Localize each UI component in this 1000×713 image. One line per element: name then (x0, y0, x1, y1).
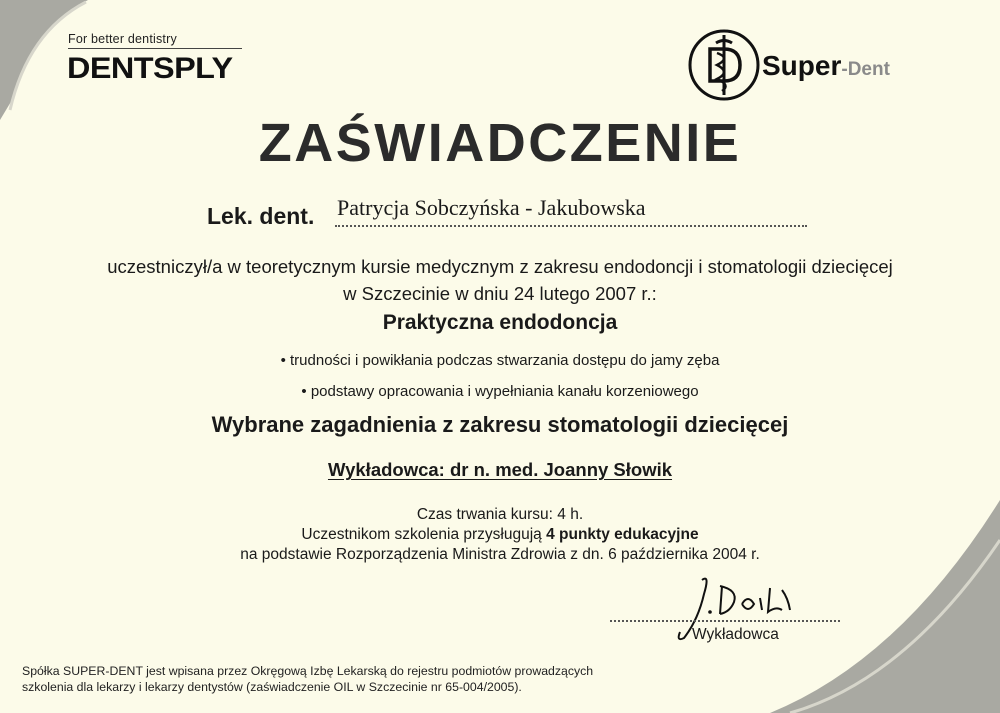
intro-text (0, 253, 1000, 307)
bullet-text: trudności i powikłania podczas stwarzania dostępu do jamy zęba (290, 352, 720, 369)
recipient-dotted-line (335, 225, 807, 227)
signature-label: Wykładowca (692, 626, 779, 643)
intro-line-1: uczestniczył/a w teoretycznym kursie medycznym z zakresu endodoncji i stomatologii dziecięcej (107, 256, 893, 277)
recipient-name: Patrycja Sobczyńska - Jakubowska (337, 195, 646, 220)
lecturer-text: Wykładowca: dr n. med. Joanny Słowik (327, 459, 673, 480)
superdent-logo-sep: - (841, 59, 848, 80)
dentsply-tagline: For better dentistry (68, 32, 177, 46)
lecturer-line (0, 459, 1000, 481)
section-title-endodontics: Praktyczna endodoncja (382, 311, 618, 334)
superdent-logo (762, 50, 890, 82)
bullet-marker: • (280, 352, 286, 369)
duration-text: Czas trwania kursu: 4 h. (416, 506, 584, 523)
course-details (0, 505, 1000, 565)
recipient-label: Lek. dent. (207, 203, 315, 229)
footer-line-2: szkolenia dla lekarzy i lekarzy dentystów (zaświadczenie OIL w Szczecinie nr 65-004/2005). (22, 680, 522, 694)
points-bold: 4 punkty edukacyjne (546, 526, 699, 543)
footer-note (22, 663, 593, 695)
dentsply-rule (68, 48, 242, 49)
bullet-marker: • (301, 383, 307, 400)
signature-dotted-line (610, 620, 840, 622)
bullet-text: podstawy opracowania i wypełniania kanału korzeniowego (310, 383, 699, 400)
certificate-title: ZAŚWIADCZENIE (258, 113, 742, 173)
section-title-pediatric: Wybrane zagadnienia z zakresu stomatologii dziecięcej (211, 412, 789, 437)
superdent-logo-main: Super (762, 50, 842, 81)
recipient-row (207, 193, 807, 233)
intro-line-2: w Szczecinie w dniu 24 lutego 2007 r.: (343, 283, 657, 304)
bullet-item (0, 383, 1000, 400)
superdent-emblem-icon (686, 25, 762, 105)
regulation-text: na podstawie Rozporządzenia Ministra Zdrowia z dn. 6 października 2004 r. (240, 546, 760, 563)
points-prefix: Uczestnikom szkolenia przysługują (301, 526, 542, 543)
superdent-logo-suffix: Dent (847, 59, 890, 80)
points-line (0, 525, 1000, 545)
bullet-item (0, 352, 1000, 369)
footer-line-1: Spółka SUPER-DENT jest wpisana przez Okręgową Izbę Lekarską do rejestru podmiotów prowadzących (22, 664, 594, 678)
dentsply-logo: DENTSPLY (67, 52, 233, 85)
